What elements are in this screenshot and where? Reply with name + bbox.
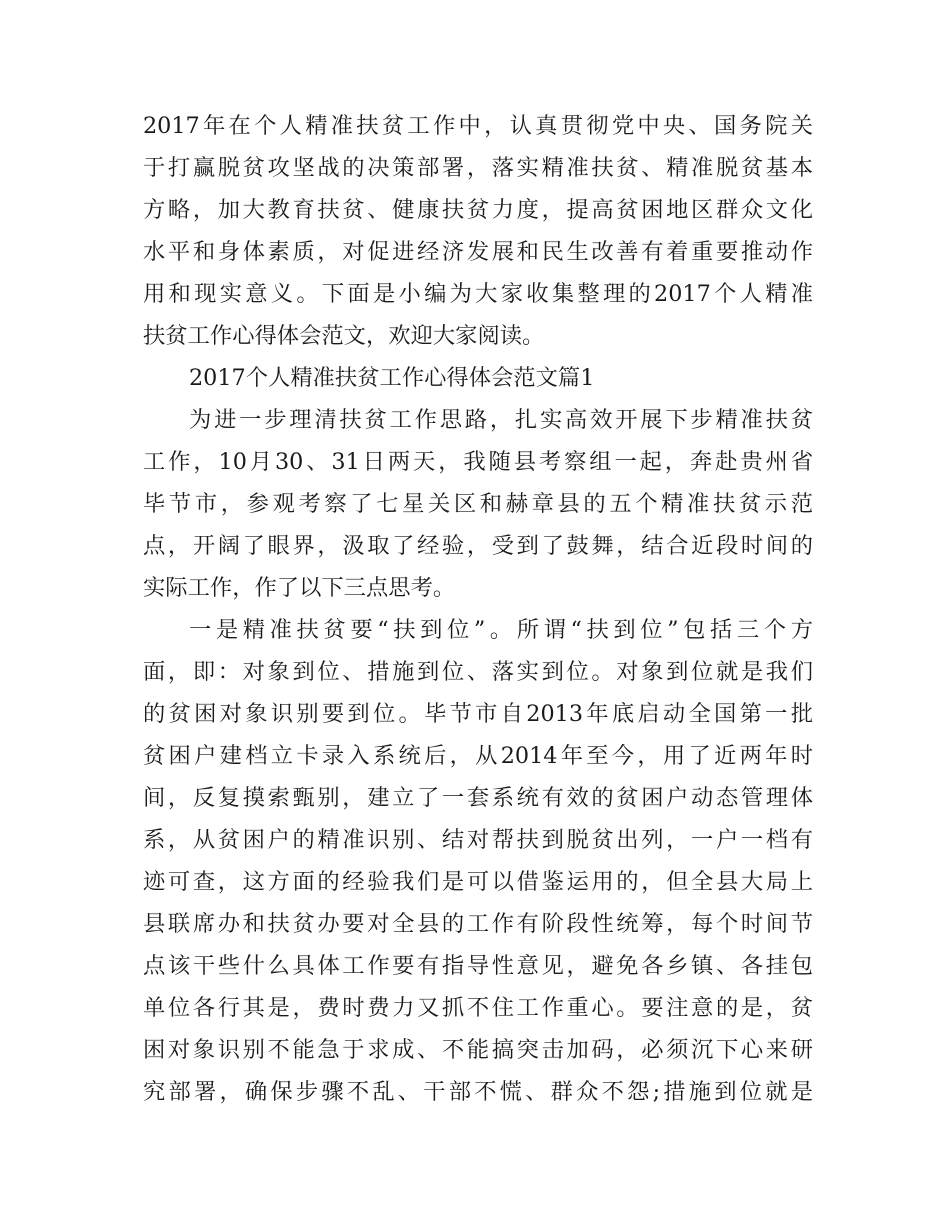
- section-title: 2017个人精准扶贫工作心得体会范文篇1: [189, 365, 595, 391]
- text-line: 究部署，确保步骤不乱、干部不慌、群众不怨;措施到位就是: [143, 1079, 813, 1105]
- text-line: 单位各行其是，费时费力又抓不住工作重心。要注意的是，贫: [143, 995, 813, 1021]
- text-line: 2017年在个人精准扶贫工作中，认真贯彻党中央、国务院关: [143, 113, 813, 139]
- document-body: [143, 105, 813, 1113]
- text-line: 方略，加大教育扶贫、健康扶贫力度，提高贫困地区群众文化: [143, 197, 813, 223]
- text-line: 工作，10月30、31日两天，我随县考察组一起，奔赴贵州省: [143, 449, 813, 475]
- text-line: 县联席办和扶贫办要对全县的工作有阶段性统筹，每个时间节: [143, 911, 813, 937]
- text-line: 水平和身体素质，对促进经济发展和民生改善有着重要推动作: [143, 239, 813, 265]
- text-line: 扶贫工作心得体会范文，欢迎大家阅读。: [143, 323, 545, 349]
- text-line: 于打赢脱贫攻坚战的决策部署，落实精准扶贫、精准脱贫基本: [143, 155, 813, 181]
- text-line: 点，开阔了眼界，汲取了经验，受到了鼓舞，结合近段时间的: [143, 533, 813, 559]
- text-line: 点该干些什么具体工作要有指导性意见，避免各乡镇、各挂包: [143, 953, 813, 979]
- text-line: 毕节市，参观考察了七星关区和赫章县的五个精准扶贫示范: [143, 491, 813, 517]
- text-line: 间，反复摸索甄别，建立了一套系统有效的贫困户动态管理体: [143, 785, 813, 811]
- text-line: 为进一步理清扶贫工作思路，扎实高效开展下步精准扶贫: [189, 407, 813, 433]
- text-line: 面，即：对象到位、措施到位、落实到位。对象到位就是我们: [143, 659, 813, 685]
- text-line: 系，从贫困户的精准识别、结对帮扶到脱贫出列，一户一档有: [143, 827, 813, 853]
- text-line: 用和现实意义。下面是小编为大家收集整理的2017个人精准: [143, 281, 813, 307]
- text-line: 迹可查，这方面的经验我们是可以借鉴运用的，但全县大局上: [143, 869, 813, 895]
- text-line: 困对象识别不能急于求成、不能搞突击加码，必须沉下心来研: [143, 1037, 813, 1063]
- text-line: 的贫困对象识别要到位。毕节市自2013年底启动全国第一批: [143, 701, 813, 727]
- text-line: 实际工作，作了以下三点思考。: [143, 575, 456, 601]
- paragraph-1: [143, 399, 813, 609]
- intro-paragraph: [143, 105, 813, 357]
- text-line: 贫困户建档立卡录入系统后，从2014年至今，用了近两年时: [143, 743, 813, 769]
- text-line: 一是精准扶贫要“扶到位”。所谓“扶到位”包括三个方: [189, 617, 813, 643]
- paragraph-2: [143, 609, 813, 1113]
